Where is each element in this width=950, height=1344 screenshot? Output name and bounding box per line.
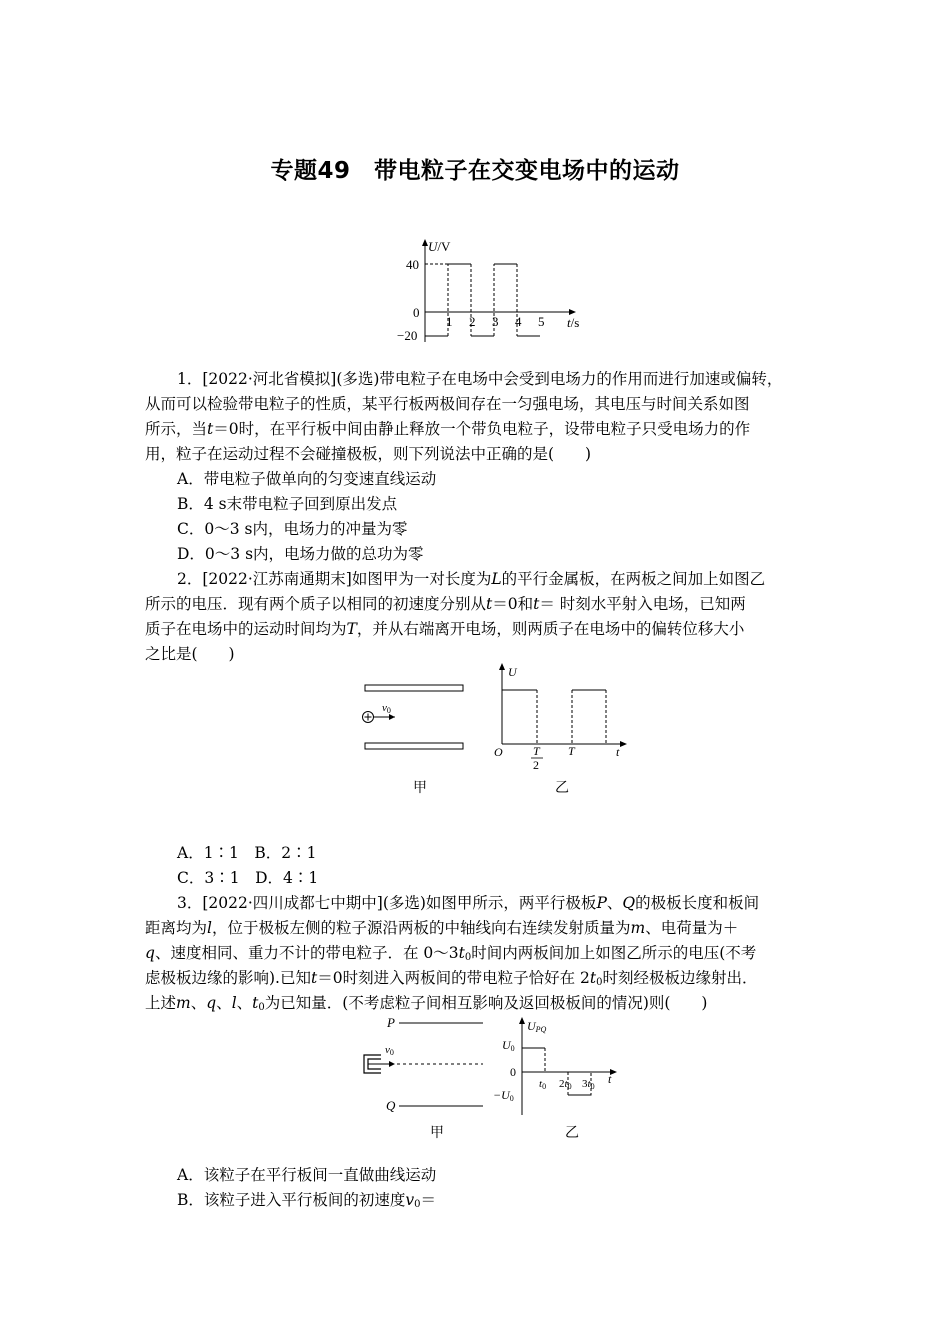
q3-figure-b-caption: 乙 xyxy=(565,1125,579,1141)
q2-figure-b-caption: 乙 xyxy=(555,780,569,796)
tick-3t0: 3t0 xyxy=(582,1078,595,1091)
tick-2t0: 2t0 xyxy=(559,1078,572,1091)
bottom-plate xyxy=(365,743,463,749)
x-tick-label: 1 xyxy=(446,314,453,329)
q3-line-2: 距离均为l，位于极板左侧的粒子源沿两板的中轴线向右连续发射质量为m、电荷量为＋ xyxy=(145,919,739,937)
q1-line-4: 用，粒子在运动过程不会碰撞极板，则下列说法中正确的是( ) xyxy=(145,445,592,463)
plate-q-label: Q xyxy=(386,1098,396,1113)
y-axis-arrow xyxy=(499,663,505,670)
velocity-label: v0 xyxy=(382,702,391,715)
q2-voltage-graph xyxy=(490,662,630,772)
page-title: 专题49 带电粒子在交变电场中的运动 xyxy=(270,158,680,184)
y-axis-label: U/V xyxy=(428,239,451,254)
q2-line-1: 2．[2022·江苏南通期末]如图甲为一对长度为L的平行金属板，在两板之间加上如图乙 xyxy=(177,570,766,588)
q1-line-1: 1．[2022·河北省模拟](多选)带电粒子在电场中会受到电场力的作用而进行加速或偏转， xyxy=(177,370,783,388)
y-tick-label: 0 xyxy=(413,305,420,320)
q2-line-4: 之比是( ) xyxy=(145,645,235,663)
q3-line-1: 3．[2022·四川成都七中期中](多选)如图甲所示，两平行极板P、Q的极板长度和板间 xyxy=(177,894,760,912)
x-axis-label: t/s xyxy=(567,315,580,330)
x-tick-label: 2 xyxy=(469,314,476,329)
q1-line-3: 所示，当t＝0时，在平行板中间由静止释放一个带负电粒子，设带电粒子只受电场力的作 xyxy=(145,420,751,438)
q2-parallel-plates-figure xyxy=(360,680,470,755)
q2-options-ab[interactable]: A．1∶1 B．2∶1 xyxy=(177,844,317,862)
q2-line-2: 所示的电压．现有两个质子以相同的初速度分别从t＝0和t＝ 时刻水平射入电场，已知两 xyxy=(145,595,746,613)
t-half-denominator: 2 xyxy=(533,758,539,772)
q1-line-2: 从而可以检验带电粒子的性质，某平行板两极间存在一匀强电场，其电压与时间关系如图 xyxy=(145,395,750,413)
q3-line-4: 虑极板边缘的影响).已知t＝0时刻进入两板间的带电粒子恰好在 $2t_0$时刻经极板边缘射出． xyxy=(145,969,758,988)
source-arrow-head xyxy=(389,1061,395,1067)
x-axis-label: t xyxy=(616,745,620,759)
q1-option-c[interactable]: C．0～3 s内，电场力的冲量为零 xyxy=(177,520,408,538)
x-axis-arrow xyxy=(620,741,627,747)
q1-option-a[interactable]: A．带电粒子做单向的匀变速直线运动 xyxy=(177,470,437,488)
q3-line-5: 上述m、q、l、$t_0$为已知量．(不考虑粒子间相互影响及返回极板间的情况)则( ) xyxy=(145,994,708,1013)
q3-figure-a-caption: 甲 xyxy=(430,1125,444,1141)
t-half-numerator: T xyxy=(533,744,540,758)
plate-p-label: P xyxy=(387,1015,395,1030)
q2-figure-a-caption: 甲 xyxy=(413,780,427,796)
q3-line-3: q、速度相同、重力不计的带电粒子．在 $0\sim 3t_0$时间内两板间加上如图乙所示的电压(不考 xyxy=(145,944,757,963)
velocity-label: v0 xyxy=(385,1044,394,1057)
neg-u0-label: −U0 xyxy=(493,1088,514,1103)
tick-t0: t0 xyxy=(539,1078,547,1091)
y-axis-label: UPQ xyxy=(527,1019,547,1034)
q1-option-b[interactable]: B．4 s末带电粒子回到原出发点 xyxy=(177,495,398,513)
x-axis-label: t xyxy=(608,1072,612,1086)
x-tick-label: 4 xyxy=(515,314,522,329)
u0-label: U0 xyxy=(502,1038,515,1053)
x-tick-label: 3 xyxy=(492,314,499,329)
y-tick-label: 40 xyxy=(406,257,419,272)
y-axis-arrow xyxy=(519,1017,525,1024)
top-plate xyxy=(365,685,463,691)
q2-options-cd[interactable]: C．3∶1 D．4∶1 xyxy=(177,869,319,887)
y-axis-label: U xyxy=(508,665,517,679)
t-period-label: T xyxy=(568,744,575,758)
q2-line-3: 质子在电场中的运动时间均为T，并从右端离开电场，则两质子在电场中的偏转位移大小 xyxy=(145,620,745,638)
y-tick-label: −20 xyxy=(397,328,418,343)
q1-option-d[interactable]: D．0～3 s内，电场力做的总功为零 xyxy=(177,545,424,563)
x-tick-label: 5 xyxy=(538,314,545,329)
origin-label: O xyxy=(494,745,503,759)
q3-option-b[interactable]: B．该粒子进入平行板间的初速度$v_0=$ xyxy=(177,1191,437,1210)
zero-label: 0 xyxy=(510,1065,516,1079)
q3-plates-figure xyxy=(355,1015,490,1115)
voltage-time-graph-1 xyxy=(395,238,595,348)
q3-option-a[interactable]: A．该粒子在平行板间一直做曲线运动 xyxy=(177,1166,437,1184)
q3-voltage-graph xyxy=(490,1015,625,1115)
